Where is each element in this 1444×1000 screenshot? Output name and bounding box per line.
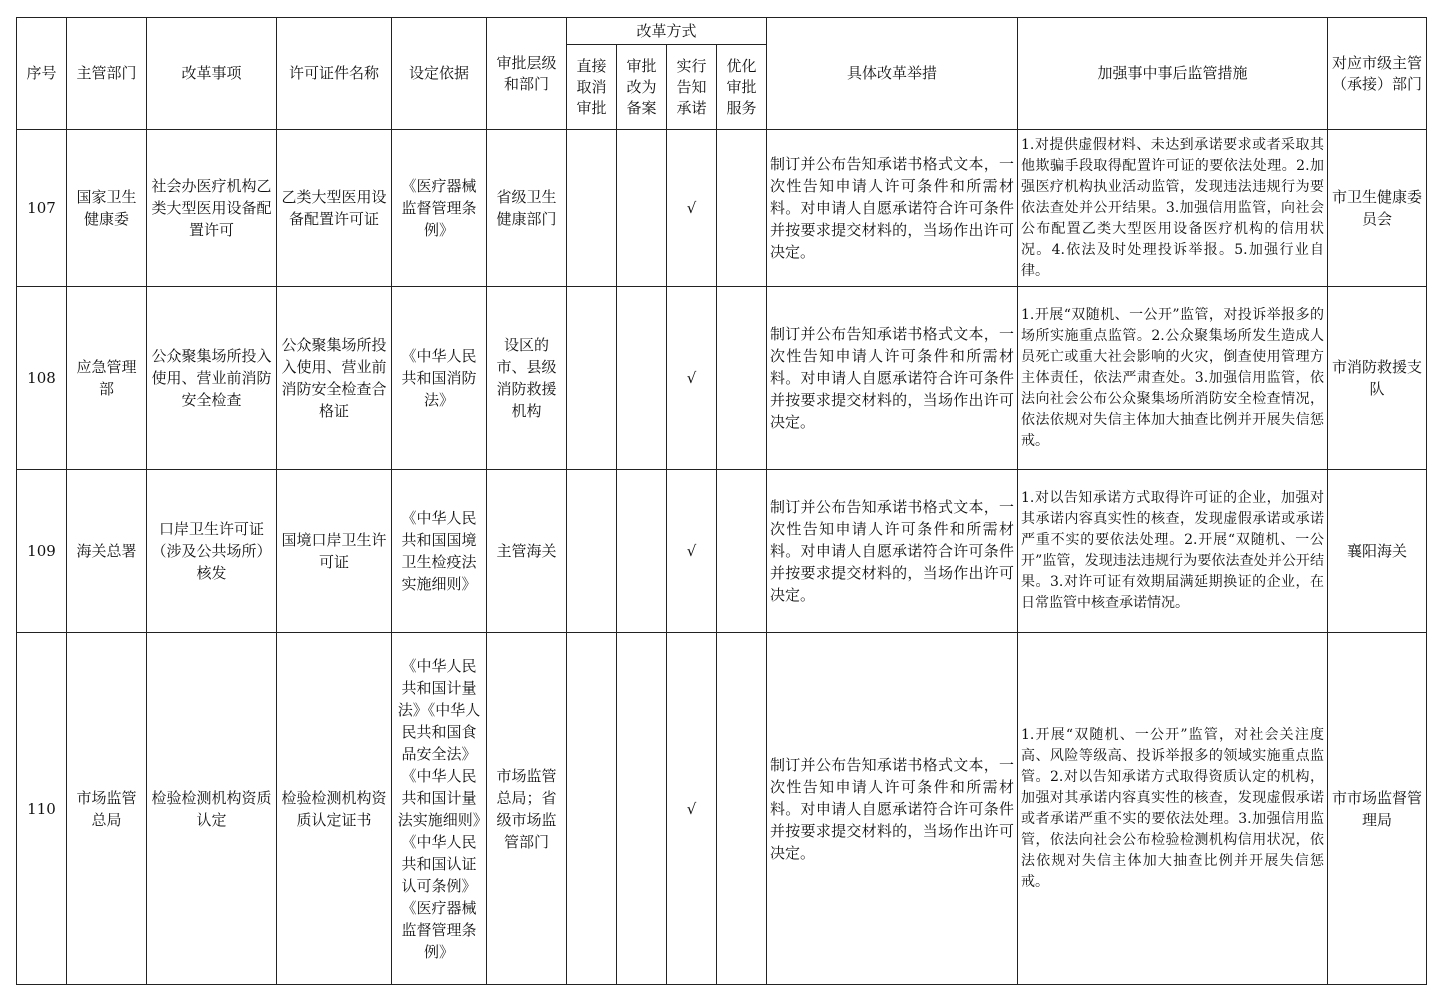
cell-city: 市市场监督管理局 bbox=[1328, 633, 1427, 985]
cell-m1 bbox=[567, 287, 617, 470]
cell-m1 bbox=[567, 633, 617, 985]
header-reform-group: 改革方式 bbox=[567, 18, 767, 45]
reform-table bbox=[16, 17, 1427, 985]
cell-supervision: 1.开展“双随机、一公开”监管，对社会关注度高、风险等级高、投诉举报多的领域实施重点监管。2.对以告知承诺方式取得资质认定的机构，加强对其承诺内容真实性的核查，发现虚假承诺或者承诺严重不实的要依法处理。3.加强信用监管，依法向社会公布检验检测机构信用状况，依法依规对失信主体加大抽查比例并开展失信惩戒。 bbox=[1018, 633, 1328, 985]
header-m4: 优化审批服务 bbox=[717, 45, 767, 130]
header-level: 审批层级和部门 bbox=[487, 18, 567, 130]
cell-supervision: 1.对以告知承诺方式取得许可证的企业，加强对其承诺内容真实性的核查，发现虚假承诺或承诺严重不实的要依法处理。2.开展“双随机、一公开”监管，发现违法违规行为要依法查处并公开结果。3.对许可证有效期届满延期换证的企业，在日常监管中核查承诺情况。 bbox=[1018, 470, 1328, 633]
header-item: 改革事项 bbox=[147, 18, 277, 130]
cell-item: 检验检测机构资质认定 bbox=[147, 633, 277, 985]
cell-m4 bbox=[717, 470, 767, 633]
header-supervision: 加强事中事后监管措施 bbox=[1018, 18, 1328, 130]
cell-m4 bbox=[717, 130, 767, 287]
cell-m4 bbox=[717, 287, 767, 470]
cell-level: 设区的市、县级消防救援机构 bbox=[487, 287, 567, 470]
header-dept: 主管部门 bbox=[67, 18, 147, 130]
cell-m3: √ bbox=[667, 130, 717, 287]
cell-level: 省级卫生健康部门 bbox=[487, 130, 567, 287]
cell-basis: 《中华人民共和国消防法》 bbox=[392, 287, 487, 470]
cell-m3: √ bbox=[667, 287, 717, 470]
cell-dept: 海关总署 bbox=[67, 470, 147, 633]
cell-m2 bbox=[617, 633, 667, 985]
cell-level: 市场监管总局；省级市场监管部门 bbox=[487, 633, 567, 985]
cell-city: 襄阳海关 bbox=[1328, 470, 1427, 633]
cell-item: 社会办医疗机构乙类大型医用设备配置许可 bbox=[147, 130, 277, 287]
cell-m1 bbox=[567, 130, 617, 287]
cell-basis: 《中华人民共和国国境卫生检疫法实施细则》 bbox=[392, 470, 487, 633]
table-row bbox=[17, 130, 1427, 287]
cell-m3: √ bbox=[667, 470, 717, 633]
cell-item: 口岸卫生许可证（涉及公共场所）核发 bbox=[147, 470, 277, 633]
cell-measures: 制订并公布告知承诺书格式文本，一次性告知申请人许可条件和所需材料。对申请人自愿承诺符合许可条件并按要求提交材料的，当场作出许可决定。 bbox=[767, 633, 1018, 985]
cell-basis: 《医疗器械监督管理条例》 bbox=[392, 130, 487, 287]
header-m1: 直接取消审批 bbox=[567, 45, 617, 130]
cell-seq: 108 bbox=[17, 287, 67, 470]
cell-city: 市卫生健康委员会 bbox=[1328, 130, 1427, 287]
header-basis: 设定依据 bbox=[392, 18, 487, 130]
header-measures: 具体改革举措 bbox=[767, 18, 1018, 130]
header-m2: 审批改为备案 bbox=[617, 45, 667, 130]
cell-measures: 制订并公布告知承诺书格式文本，一次性告知申请人许可条件和所需材料。对申请人自愿承诺符合许可条件并按要求提交材料的，当场作出许可决定。 bbox=[767, 287, 1018, 470]
cell-dept: 国家卫生健康委 bbox=[67, 130, 147, 287]
header-city: 对应市级主管（承接）部门 bbox=[1328, 18, 1427, 130]
header-seq: 序号 bbox=[17, 18, 67, 130]
cell-seq: 110 bbox=[17, 633, 67, 985]
cell-license: 国境口岸卫生许可证 bbox=[277, 470, 392, 633]
cell-basis: 《中华人民共和国计量法》《中华人民共和国食品安全法》《中华人民共和国计量法实施细则》《中华人民共和国认证认可条例》《医疗器械监督管理条例》 bbox=[392, 633, 487, 985]
header-m3: 实行告知承诺 bbox=[667, 45, 717, 130]
cell-dept: 市场监管总局 bbox=[67, 633, 147, 985]
cell-dept: 应急管理部 bbox=[67, 287, 147, 470]
table-row bbox=[17, 633, 1427, 985]
table-row bbox=[17, 470, 1427, 633]
cell-level: 主管海关 bbox=[487, 470, 567, 633]
cell-m2 bbox=[617, 470, 667, 633]
table-row bbox=[17, 287, 1427, 470]
cell-measures: 制订并公布告知承诺书格式文本，一次性告知申请人许可条件和所需材料。对申请人自愿承诺符合许可条件并按要求提交材料的，当场作出许可决定。 bbox=[767, 470, 1018, 633]
cell-license: 公众聚集场所投入使用、营业前消防安全检查合格证 bbox=[277, 287, 392, 470]
cell-license: 检验检测机构资质认定证书 bbox=[277, 633, 392, 985]
cell-m2 bbox=[617, 287, 667, 470]
cell-item: 公众聚集场所投入使用、营业前消防安全检查 bbox=[147, 287, 277, 470]
cell-m4 bbox=[717, 633, 767, 985]
cell-measures: 制订并公布告知承诺书格式文本，一次性告知申请人许可条件和所需材料。对申请人自愿承诺符合许可条件并按要求提交材料的，当场作出许可决定。 bbox=[767, 130, 1018, 287]
cell-license: 乙类大型医用设备配置许可证 bbox=[277, 130, 392, 287]
cell-seq: 109 bbox=[17, 470, 67, 633]
cell-supervision: 1.对提供虚假材料、未达到承诺要求或者采取其他欺骗手段取得配置许可证的要依法处理。2.加强医疗机构执业活动监管，发现违法违规行为要依法查处并公开结果。3.加强信用监管，向社会公布配置乙类大型医用设备医疗机构的信用状况。4.依法及时处理投诉举报。5.加强行业自律。 bbox=[1018, 130, 1328, 287]
cell-city: 市消防救援支队 bbox=[1328, 287, 1427, 470]
cell-m3: √ bbox=[667, 633, 717, 985]
cell-m1 bbox=[567, 470, 617, 633]
cell-supervision: 1.开展“双随机、一公开”监管，对投诉举报多的场所实施重点监管。2.公众聚集场所发生造成人员死亡或重大社会影响的火灾，倒查使用管理方主体责任，依法严肃查处。3.加强信用监管，依法向社会公布公众聚集场所消防安全检查情况，依法依规对失信主体加大抽查比例并开展失信惩戒。 bbox=[1018, 287, 1328, 470]
cell-seq: 107 bbox=[17, 130, 67, 287]
cell-m2 bbox=[617, 130, 667, 287]
header-license: 许可证件名称 bbox=[277, 18, 392, 130]
